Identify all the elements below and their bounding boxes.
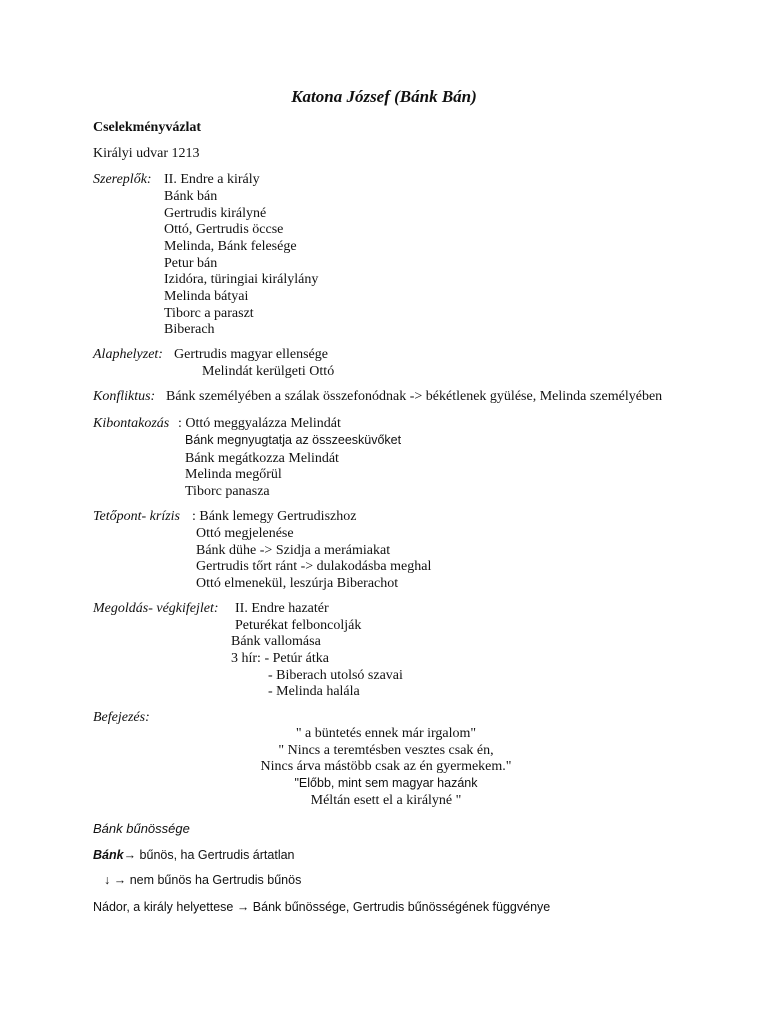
setting: Királyi udvar 1213 bbox=[93, 146, 200, 161]
document-title: Katona József (Bánk Bán) bbox=[291, 87, 477, 106]
kibontakozas-line: Bánk megnyugtatja az összeesküvőket bbox=[185, 433, 402, 447]
character-item: Petur bán bbox=[164, 256, 218, 271]
bank-name: Bánk bbox=[93, 848, 124, 862]
megoldas-line: - Melinda halála bbox=[268, 684, 360, 699]
tetopont-label: Tetőpont- krízis bbox=[93, 509, 180, 524]
tetopont-line: : Bánk lemegy Gertrudiszhoz bbox=[192, 509, 357, 524]
megoldas-line: II. Endre hazatér bbox=[235, 601, 329, 616]
kibontakozas-line: Bánk megátkozza Melindát bbox=[185, 451, 339, 466]
kibontakozas-line: Tiborc panasza bbox=[185, 484, 270, 499]
character-item: Ottó, Gertrudis öccse bbox=[164, 222, 284, 237]
bunosseg-line-3: Nádor, a király helyettese → Bánk bűnössége, Gertrudis bűnösségének függvénye bbox=[93, 900, 551, 914]
megoldas-line: 3 hír: - Petúr átka bbox=[231, 651, 329, 666]
character-item: Gertrudis királyné bbox=[164, 206, 267, 221]
megoldas-label: Megoldás- végkifejlet: bbox=[93, 601, 219, 616]
character-item: Biberach bbox=[164, 322, 215, 337]
character-item: II. Endre a király bbox=[164, 172, 260, 187]
bunosseg-heading: Bánk bűnössége bbox=[93, 821, 190, 836]
alaphelyzet-line: Gertrudis magyar ellensége bbox=[174, 347, 328, 362]
tetopont-line: Bánk dühe -> Szidja a merámiakat bbox=[196, 543, 391, 558]
bunosseg-line-1 bbox=[93, 847, 295, 864]
character-item: Izidóra, türingiai királylány bbox=[164, 272, 319, 287]
bunosseg-line-2: ↓ → nem bűnös ha Gertrudis bűnös bbox=[104, 873, 302, 887]
character-item: Tiborc a paraszt bbox=[164, 306, 254, 321]
subtitle: Cselekményvázlat bbox=[93, 120, 202, 135]
character-item: Melinda bátyai bbox=[164, 289, 249, 304]
konfliktus-line: Bánk személyében a szálak összefonódnak -> békétlenek gyülése, Melinda személyében bbox=[166, 389, 663, 404]
quote-line: "Előbb, mint sem magyar hazánk bbox=[294, 776, 478, 790]
megoldas-line: Bánk vallomása bbox=[231, 634, 321, 649]
tetopont-line: Gertrudis tőrt ránt -> dulakodásba meghal bbox=[196, 559, 432, 574]
befejezes-label: Befejezés: bbox=[93, 710, 150, 725]
quote-line: Méltán esett el a királyné " bbox=[310, 793, 462, 808]
kibontakozas-line: Melinda megőrül bbox=[185, 467, 282, 482]
megoldas-line: - Biberach utolsó szavai bbox=[268, 668, 403, 683]
bunosseg-line-1-rest: → bűnös, ha Gertrudis ártatlan bbox=[123, 848, 295, 862]
character-item: Melinda, Bánk felesége bbox=[164, 239, 297, 254]
konfliktus-label: Konfliktus: bbox=[93, 389, 156, 404]
tetopont-line: Ottó megjelenése bbox=[196, 526, 294, 541]
alaphelyzet-label: Alaphelyzet: bbox=[93, 347, 163, 362]
characters-label: Szereplők: bbox=[93, 172, 152, 187]
alaphelyzet-line: Melindát kerülgeti Ottó bbox=[202, 364, 335, 379]
kibontakozas-label: Kibontakozás bbox=[93, 416, 170, 431]
character-item: Bánk bán bbox=[164, 189, 218, 204]
quote-line: " Nincs a teremtésben vesztes csak én, bbox=[278, 743, 494, 758]
quote-line: " a büntetés ennek már irgalom" bbox=[295, 726, 477, 741]
quote-line: Nincs árva mástöbb csak az én gyermekem." bbox=[260, 759, 512, 774]
tetopont-line: Ottó elmenekül, leszúrja Biberachot bbox=[196, 576, 399, 591]
megoldas-line: Peturékat felboncolják bbox=[235, 618, 362, 633]
kibontakozas-line: : Ottó meggyalázza Melindát bbox=[178, 416, 341, 431]
